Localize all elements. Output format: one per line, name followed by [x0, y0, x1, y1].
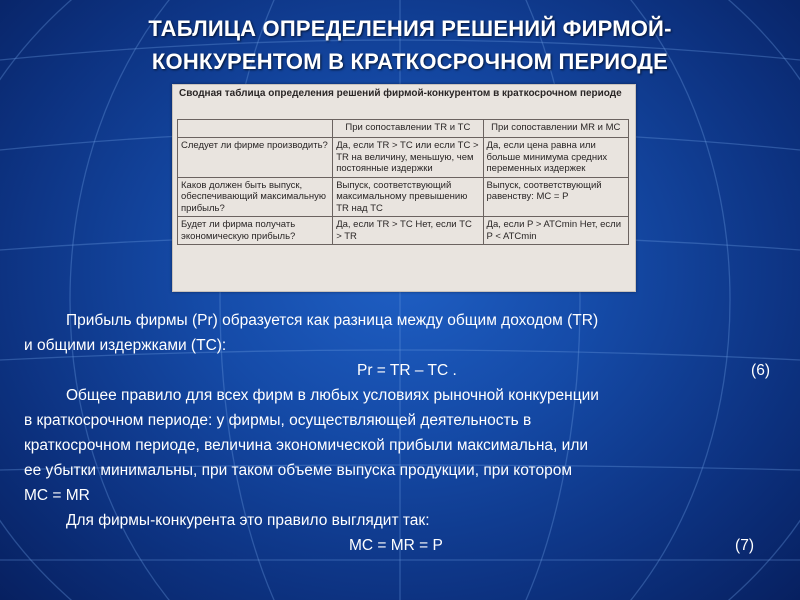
table-cell-tr-tc: Выпуск, соответствующий максимальному превышению TR над TC: [333, 177, 483, 217]
formula-7-number: (7): [735, 537, 754, 554]
formula-6: Pr = TR – TC .: [357, 362, 457, 379]
table-row: [178, 138, 629, 178]
table-cell-tr-tc: Да, если TR > TC Нет, если TC > TR: [333, 217, 483, 245]
table-cell-question: Следует ли фирме производить?: [178, 138, 333, 178]
paragraph-1-line-1: Прибыль фирмы (Pr) образуется как разница между общим доходом (TR): [66, 312, 599, 329]
decision-table: [177, 119, 629, 245]
table-cell-question: Будет ли фирма получать экономическую прибыль?: [178, 217, 333, 245]
title-line-2: КОНКУРЕНТОМ В КРАТКОСРОЧНОМ ПЕРИОДЕ: [151, 49, 669, 74]
table-cell-mr-mc: Да, если цена равна или больше минимума средних переменных издержек: [483, 138, 628, 178]
table-caption: Сводная таблица определения решений фирмой-конкурентом в краткосрочном периоде: [179, 88, 622, 99]
formula-7: MC = MR = P: [349, 537, 443, 554]
formula-6-number: (6): [751, 362, 770, 379]
formula-6-row: [24, 358, 772, 383]
table-cell-question: Каков должен быть выпуск, обеспечивающий максимальную прибыль?: [178, 177, 333, 217]
paragraph-2-line-4: ее убытки минимальны, при таком объеме выпуска продукции, при котором: [24, 462, 572, 479]
table-row: [178, 217, 629, 245]
paragraph-2-line-3: краткосрочном периоде, величина экономической прибыли максимальна, или: [24, 437, 589, 454]
paragraph-2-line-5: MC = MR: [24, 487, 90, 504]
body-text: [24, 308, 772, 558]
paragraph-2-line-1: Общее правило для всех фирм в любых условиях рыночной конкуренции: [66, 387, 599, 404]
table-header-empty: [178, 120, 333, 138]
table-cell-tr-tc: Да, если TR > TC или если TC > TR на величину, меньшую, чем постоянные издержки: [333, 138, 483, 178]
title-line-1: ТАБЛИЦА ОПРЕДЕЛЕНИЯ РЕШЕНИЙ ФИРМОЙ-: [148, 16, 672, 41]
table-cell-mr-mc: Да, если P > ATCmin Нет, если P < ATCmin: [483, 217, 628, 245]
paragraph-1-line-2: и общими издержками (TC):: [24, 337, 227, 354]
scanned-table-image: [172, 84, 636, 292]
table-header-mr-mc: При сопоставлении MR и MC: [483, 120, 628, 138]
table-cell-mr-mc: Выпуск, соответствующий равенству: MC = P: [483, 177, 628, 217]
formula-7-row: [24, 533, 772, 558]
table-row: [178, 177, 629, 217]
table-header-tr-tc: При сопоставлении TR и TC: [333, 120, 483, 138]
table-header-row: [178, 120, 629, 138]
slide-title: [70, 12, 750, 78]
paragraph-2-line-2: в краткосрочном периоде: у фирмы, осуществляющей деятельность в: [24, 412, 532, 429]
paragraph-3-line-1: Для фирмы-конкурента это правило выглядит так:: [66, 512, 430, 529]
